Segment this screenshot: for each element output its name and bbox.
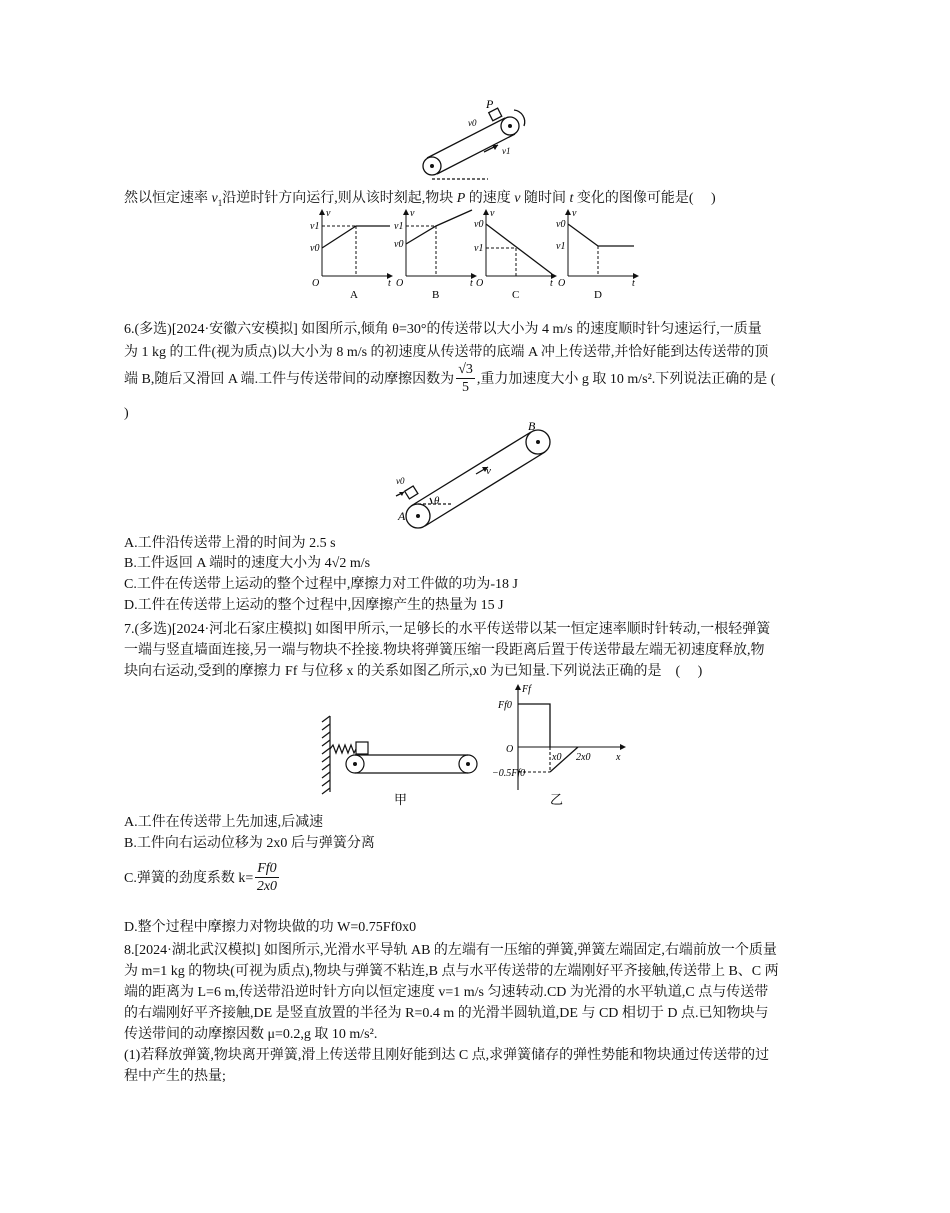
q8-line-3: 端的距离为 L=6 m,传送带沿逆时针方向以恒定速度 v=1 m/s 匀速转动.CD 为光滑的水平轨道,C 点与传送带 bbox=[124, 985, 769, 1000]
graph-c-axis-t: t bbox=[550, 278, 553, 289]
q8-sub1-line-1: (1)若释放弹簧,物块离开弹簧,滑上传送带且刚好能到达 C 点,求弹簧储存的弹性势能和物块通过传送带的过 bbox=[124, 1048, 770, 1063]
label-jia: 甲 bbox=[394, 792, 408, 807]
graph-a-origin: O bbox=[312, 278, 320, 289]
q5-graphs bbox=[308, 206, 648, 302]
graph-a-axis-t: t bbox=[388, 278, 391, 289]
graph-c-tick-v0: v0 bbox=[474, 219, 484, 230]
q8-line-2: 为 m=1 kg 的物块(可视为质点),物块与弹簧不粘连,B 点与水平传送带的左端刚好平齐接触,传送带上 B、C 两 bbox=[124, 964, 779, 979]
graph-a-tick-v0: v0 bbox=[310, 243, 320, 254]
q6-option-c: C.工件在传送带上运动的整个过程中,摩擦力对工件做的功为-18 J bbox=[124, 577, 518, 592]
label-v1: v1 bbox=[502, 146, 511, 156]
label-v0: v0 bbox=[396, 476, 405, 486]
option-b-label: B bbox=[432, 289, 440, 301]
label-b: B bbox=[528, 419, 536, 433]
graph-c-tick-v1: v1 bbox=[474, 243, 484, 254]
q7-line-2: 一端与竖直墙面连接,另一端与物块不拴接.物块将弹簧压缩一段距离后置于传送带最左端无初速度释放,物 bbox=[124, 643, 765, 658]
label-ff0: Ff0 bbox=[498, 700, 512, 711]
graph-b-tick-v0: v0 bbox=[394, 239, 404, 250]
label-x0: x0 bbox=[552, 752, 562, 763]
q8-sub1-line-2: 程中产生的热量; bbox=[124, 1069, 226, 1084]
top-belt-figure bbox=[418, 96, 528, 184]
q7-spring-constant-fraction: $\frac{Ff0}{2x0}$ bbox=[256, 861, 278, 895]
q8-line-1: 8.[2024·湖北武汉模拟] 如图所示,光滑水平导轨 AB 的左端有一压缩的弹簧,弹簧左端固定,右端前放一个质量 bbox=[124, 943, 777, 958]
q7-figure-jia bbox=[318, 712, 488, 812]
label-2x0: 2x0 bbox=[576, 752, 591, 763]
label-ff: Ff bbox=[522, 684, 531, 695]
q6-belt-figure bbox=[392, 419, 562, 530]
q6-option-d: D.工件在传送带上运动的整个过程中,因摩擦产生的热量为 15 J bbox=[124, 598, 504, 613]
graph-b-axis-v: v bbox=[410, 208, 415, 219]
q7-option-c: C.弹簧的劲度系数 k= $\frac{Ff0}{2x0}$ bbox=[124, 861, 278, 895]
q8-line-4: 的右端刚好平齐接触,DE 是竖直放置的半径为 R=0.4 m 的光滑半圆轨道,DE 与 CD 相切于 D 点.已知物块与 bbox=[124, 1006, 769, 1021]
q7-line-1: 7.(多选)[2024·河北石家庄模拟] 如图甲所示,一足够长的水平传送带以某一恒定速率顺时针转动,一根轻弹簧 bbox=[124, 622, 771, 637]
label-neg-half-ff0: −0.5Ff0 bbox=[492, 768, 526, 779]
graph-d-axis-v: v bbox=[572, 208, 577, 219]
label-v: v bbox=[486, 465, 491, 477]
q6-option-b: B.工件返回 A 端时的速度大小为 4√2 m/s bbox=[124, 556, 371, 571]
graph-c-origin: O bbox=[476, 278, 484, 289]
graph-b-axis-t: t bbox=[470, 278, 473, 289]
graph-d-tick-v0: v0 bbox=[556, 219, 566, 230]
graph-a-axis-v: v bbox=[326, 208, 331, 219]
graph-d-tick-v1: v1 bbox=[556, 241, 566, 252]
q6-line-4: ) bbox=[124, 406, 129, 421]
q7-line-3: 块向右运动,受到的摩擦力 Ff 与位移 x 的关系如图乙所示,x0 为已知量.下列说法正确的是 ( ) bbox=[124, 664, 703, 679]
option-c-label: C bbox=[512, 289, 520, 301]
q8-line-5: 传送带间的动摩擦因数 μ=0.2,g 取 10 m/s². bbox=[124, 1027, 378, 1042]
option-d-label: D bbox=[594, 289, 602, 301]
graph-d-axis-t: t bbox=[632, 278, 635, 289]
q5-question-line: 然以恒定速率 $v_1$沿逆时针方向运行,则从该时刻起,物块 P 的速度 v 随时间 t 变化的图像可能是( ) bbox=[124, 191, 716, 208]
label-x: x bbox=[616, 752, 621, 763]
graph-b-tick-v1: v1 bbox=[394, 221, 404, 232]
label-p: P bbox=[486, 97, 494, 111]
q6-line-1: 6.(多选)[2024·安徽六安模拟] 如图所示,倾角 θ=30°的传送带以大小为 4 m/s 的速度顺时针匀速运行,一质量 bbox=[124, 322, 762, 337]
q6-line-3: 端 B,随后又滑回 A 端.工件与传送带间的动摩擦因数为 $\frac{√3}{5}$ ,重力加速度大小 g 取 10 m/s².下列说法正确的是 ( bbox=[124, 362, 776, 396]
graph-a-tick-v1: v1 bbox=[310, 221, 320, 232]
q7-option-b: B.工件向右运动位移为 2x0 后与弹簧分离 bbox=[124, 836, 375, 851]
label-origin: O bbox=[506, 744, 514, 755]
graph-b-origin: O bbox=[396, 278, 404, 289]
graph-c-axis-v: v bbox=[490, 208, 495, 219]
label-v0: v0 bbox=[468, 118, 477, 128]
option-a-label: A bbox=[350, 289, 358, 301]
graph-d-origin: O bbox=[558, 278, 566, 289]
label-yi: 乙 bbox=[550, 792, 564, 807]
q7-option-a: A.工件在传送带上先加速,后减速 bbox=[124, 815, 324, 830]
q7-figure-yi bbox=[492, 680, 636, 810]
label-a: A bbox=[398, 509, 406, 523]
q6-option-a: A.工件沿传送带上滑的时间为 2.5 s bbox=[124, 536, 336, 551]
q7-option-d: D.整个过程中摩擦力对物块做的功 W=0.75Ff0x0 bbox=[124, 920, 417, 935]
q6-line-2: 为 1 kg 的工件(视为质点)以大小为 8 m/s 的初速度从传送带的底端 A 冲上传送带,并恰好能到达传送带的顶 bbox=[124, 345, 769, 360]
label-theta: θ bbox=[434, 495, 440, 507]
q6-friction-fraction: $\frac{√3}{5}$ bbox=[458, 362, 473, 396]
